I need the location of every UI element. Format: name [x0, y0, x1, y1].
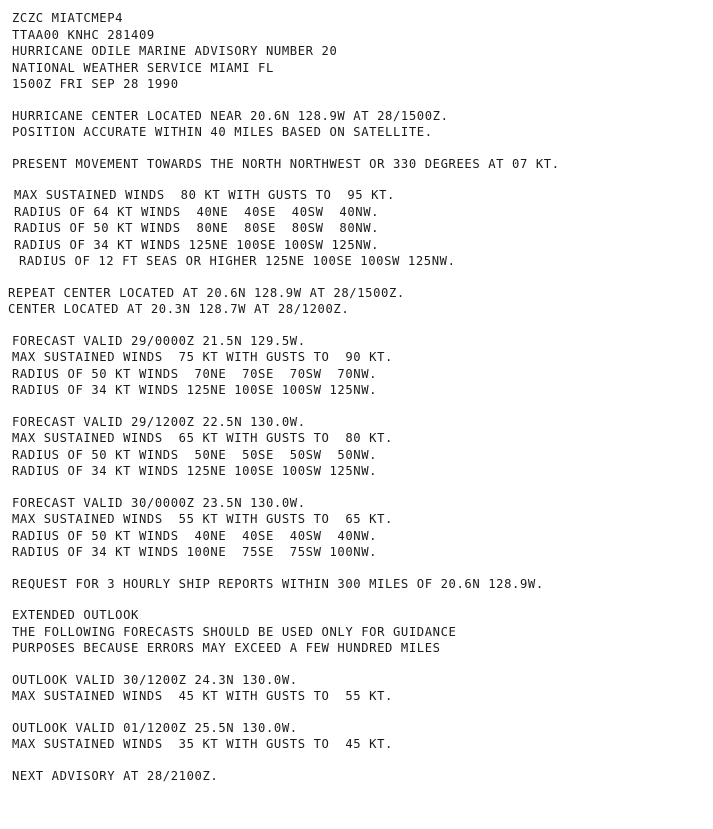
- repeat-line: REPEAT CENTER LOCATED AT 20.6N 128.9W AT 28/1500Z.: [8, 285, 405, 300]
- outlook-line: MAX SUSTAINED WINDS 45 KT WITH GUSTS TO 55 KT.: [12, 689, 393, 703]
- outlook-block-2: [12, 720, 707, 753]
- forecast-line: MAX SUSTAINED WINDS 65 KT WITH GUSTS TO 80 KT.: [12, 431, 393, 445]
- forecast-line: RADIUS OF 50 KT WINDS 70NE 70SE 70SW 70NW.: [12, 366, 378, 381]
- extended-line: THE FOLLOWING FORECASTS SHOULD BE USED ONLY FOR GUIDANCE: [12, 624, 457, 639]
- header-line: 1500Z FRI SEP 28 1990: [12, 77, 179, 91]
- forecast-block-2: [12, 414, 707, 480]
- winds-line: MAX SUSTAINED WINDS 80 KT WITH GUSTS TO 95 KT.: [14, 188, 395, 202]
- repeat-line: CENTER LOCATED AT 20.3N 128.7W AT 28/1200Z.: [8, 302, 350, 316]
- forecast-line: RADIUS OF 34 KT WINDS 125NE 100SE 100SW 125NW.: [12, 383, 378, 397]
- outlook-line: MAX SUSTAINED WINDS 35 KT WITH GUSTS TO 45 KT.: [12, 737, 393, 751]
- extended-line: EXTENDED OUTLOOK: [12, 608, 139, 622]
- winds-line: RADIUS OF 64 KT WINDS 40NE 40SE 40SW 40NW.: [14, 204, 380, 219]
- header-line: NATIONAL WEATHER SERVICE MIAMI FL: [12, 60, 274, 75]
- header-line: HURRICANE ODILE MARINE ADVISORY NUMBER 20: [12, 44, 338, 58]
- request-line: REQUEST FOR 3 HOURLY SHIP REPORTS WITHIN 300 MILES OF 20.6N 128.9W.: [12, 576, 544, 591]
- forecast-line: RADIUS OF 50 KT WINDS 40NE 40SE 40SW 40NW.: [12, 528, 378, 543]
- next-advisory-block: [12, 768, 707, 785]
- advisory-document: [8, 10, 707, 799]
- outlook-line: OUTLOOK VALID 30/1200Z 24.3N 130.0W.: [12, 672, 298, 687]
- forecast-line: RADIUS OF 34 KT WINDS 125NE 100SE 100SW 125NW.: [12, 464, 378, 478]
- forecast-line: MAX SUSTAINED WINDS 75 KT WITH GUSTS TO 90 KT.: [12, 350, 393, 364]
- request-block: [12, 576, 707, 593]
- forecast-block-3: [12, 495, 707, 561]
- forecast-line: RADIUS OF 34 KT WINDS 100NE 75SE 75SW 100NW.: [12, 545, 378, 559]
- forecast-line: MAX SUSTAINED WINDS 55 KT WITH GUSTS TO 65 KT.: [12, 512, 393, 526]
- center-line: HURRICANE CENTER LOCATED NEAR 20.6N 128.9W AT 28/1500Z.: [12, 108, 449, 123]
- winds-line: RADIUS OF 50 KT WINDS 80NE 80SE 80SW 80NW.: [14, 221, 380, 235]
- forecast-line: FORECAST VALID 29/1200Z 22.5N 130.0W.: [12, 414, 306, 429]
- outlook-line: OUTLOOK VALID 01/1200Z 25.5N 130.0W.: [12, 720, 298, 735]
- outlook-block-1: [12, 672, 707, 705]
- forecast-block-1: [12, 333, 707, 399]
- winds-line: RADIUS OF 12 FT SEAS OR HIGHER 125NE 100SE 100SW 125NW.: [19, 254, 456, 268]
- forecast-line: FORECAST VALID 29/0000Z 21.5N 129.5W.: [12, 333, 306, 348]
- header-line: TTAA00 KNHC 281409: [12, 27, 155, 42]
- repeat-block: [8, 285, 707, 318]
- forecast-line: RADIUS OF 50 KT WINDS 50NE 50SE 50SW 50NW.: [12, 447, 378, 462]
- winds-block: [12, 187, 707, 270]
- extended-line: PURPOSES BECAUSE ERRORS MAY EXCEED A FEW HUNDRED MILES: [12, 641, 441, 655]
- header-line: ZCZC MIATCMEP4: [12, 11, 124, 25]
- movement-line: PRESENT MOVEMENT TOWARDS THE NORTH NORTHWEST OR 330 DEGREES AT 07 KT.: [12, 156, 560, 171]
- extended-outlook-block: [12, 607, 707, 657]
- center-block: [12, 108, 707, 141]
- header-block: [12, 10, 707, 93]
- forecast-line: FORECAST VALID 30/0000Z 23.5N 130.0W.: [12, 495, 306, 510]
- center-line: POSITION ACCURATE WITHIN 40 MILES BASED ON SATELLITE.: [12, 125, 433, 139]
- movement-block: [12, 156, 707, 173]
- winds-line: RADIUS OF 34 KT WINDS 125NE 100SE 100SW 125NW.: [14, 237, 380, 252]
- next-advisory-line: NEXT ADVISORY AT 28/2100Z.: [12, 768, 219, 783]
